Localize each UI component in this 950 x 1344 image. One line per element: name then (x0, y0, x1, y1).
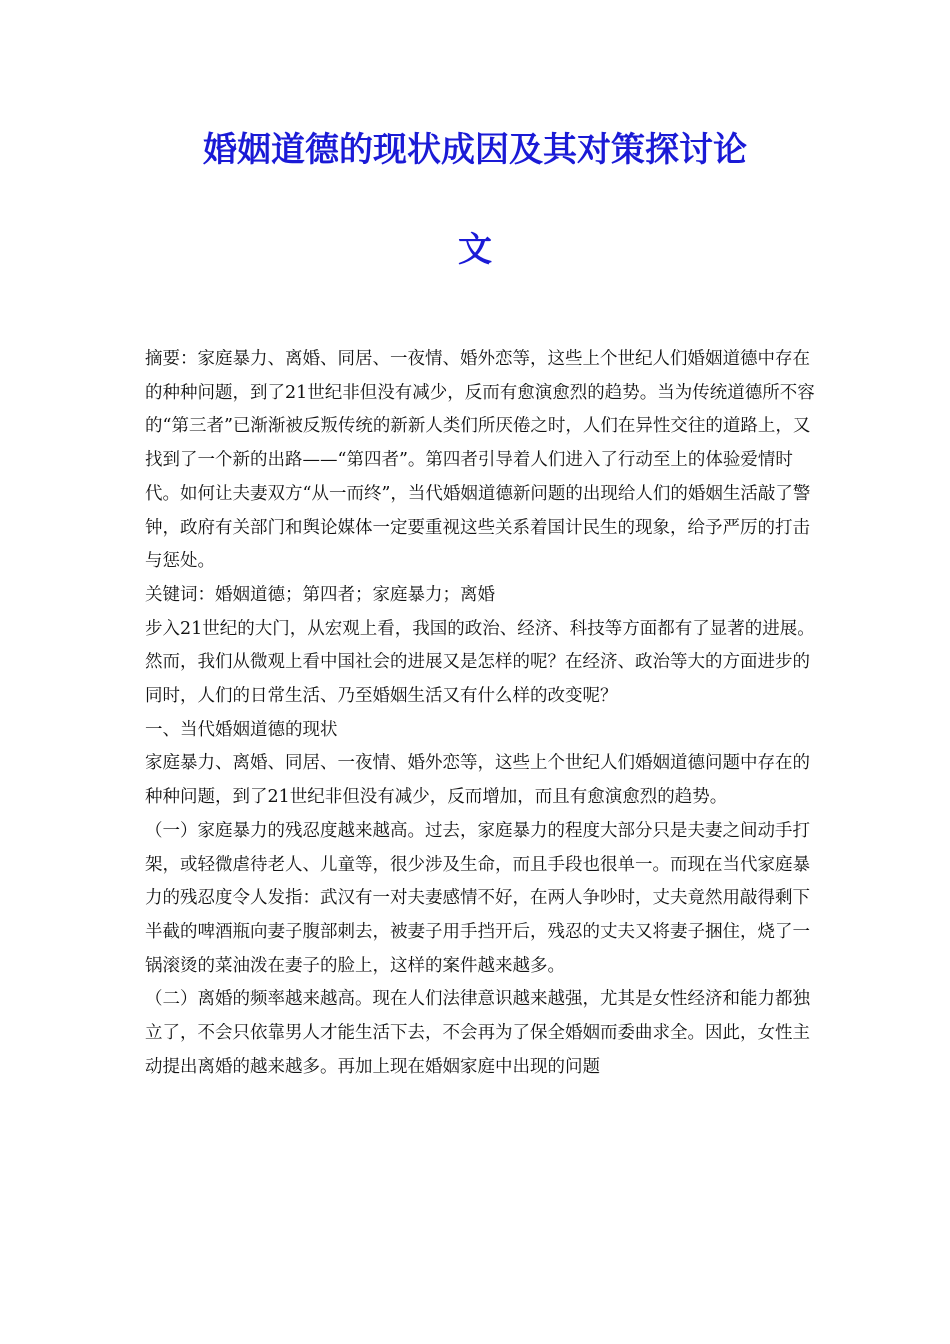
document-title-line-1: 婚姻道德的现状成因及其对策探讨论 (203, 130, 747, 170)
subsection-paragraph-1: （一）家庭暴力的残忍度越来越高。过去，家庭暴力的程度大部分只是夫妻之间动手打架，或轻微虐待老人、儿童等，很少涉及生命，而且手段也很单一。而现在当代家庭暴力的残忍度令人发指：武汉有一对夫妻感情不好，在两人争吵时，丈夫竟然用敲得剩下半截的啤酒瓶向妻子腹部刺去，被妻子用手挡开后，残忍的丈夫又将妻子捆住，烧了一锅滚烫的菜油泼在妻子的脸上，这样的案件越来越多。 (145, 820, 810, 976)
subsection-paragraph-2: （二）离婚的频率越来越高。现在人们法律意识越来越强，尤其是女性经济和能力都独立了，不会只依靠男人才能生活下去，不会再为了保全婚姻而委曲求全。因此，女性主动提出离婚的越来越多。再加上现在婚姻家庭中出现的问题 (145, 989, 810, 1077)
document-body (145, 343, 825, 1084)
abstract-paragraph: 摘要：家庭暴力、离婚、同居、一夜情、婚外恋等，这些上个世纪人们婚姻道德中存在的种种问题，到了21世纪非但没有减少，反而有愈演愈烈的趋势。当为传统道德所不容的“第三者”已渐渐被反叛传统的新新人类们所厌倦之时，人们在异性交往的道路上，又找到了一个新的出路——“第四者”。第四者引导着人们进入了行动至上的体验爱情时代。如何让夫妻双方“从一而终”，当代婚姻道德新问题的出现给人们的婚姻生活敲了警钟，政府有关部门和舆论媒体一定要重视这些关系着国计民生的现象，给予严厉的打击与惩处。 (145, 349, 815, 572)
intro-paragraph: 步入21世纪的大门，从宏观上看，我国的政治、经济、科技等方面都有了显著的进展。然而，我们从微观上看中国社会的进展又是怎样的呢？在经济、政治等大的方面进步的同时，人们的日常生活、乃至婚姻生活又有什么样的改变呢？ (145, 618, 815, 707)
document-title-line-2: 文 (458, 230, 492, 270)
section-paragraph: 家庭暴力、离婚、同居、一夜情、婚外恋等，这些上个世纪人们婚姻道德问题中存在的种种问题，到了21世纪非但没有减少，反而增加，而且有愈演愈烈的趋势。 (145, 753, 810, 808)
keywords-paragraph: 关键词：婚姻道德；第四者；家庭暴力；离婚 (145, 584, 495, 605)
section-heading: 一、当代婚姻道德的现状 (145, 719, 338, 740)
